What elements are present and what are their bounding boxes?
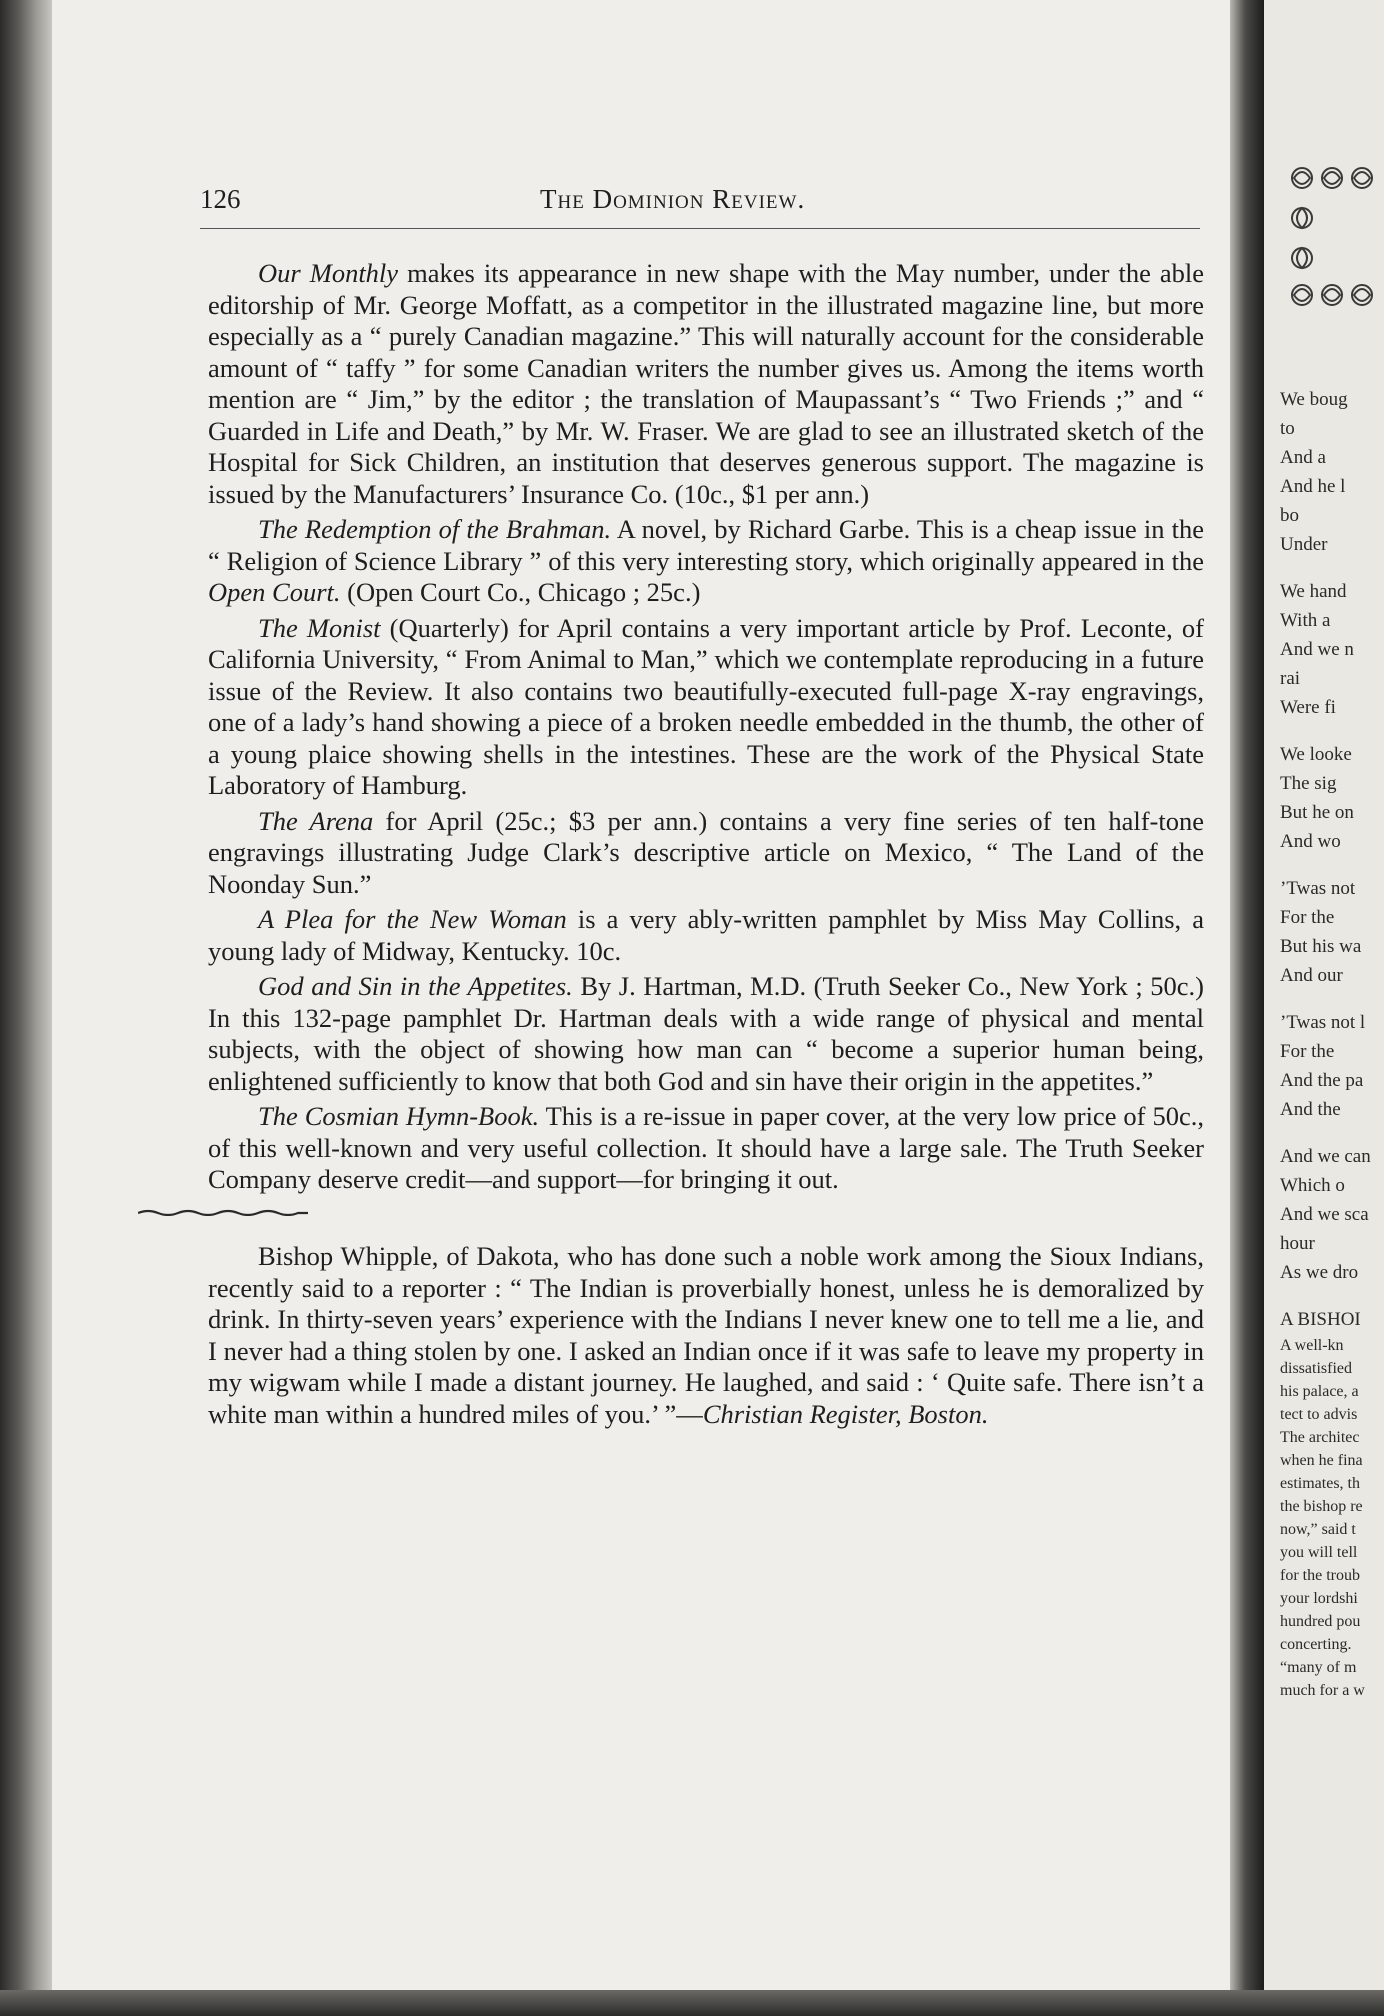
facing-poem-line: And we sca (1280, 1204, 1369, 1225)
facing-prose-line: the bishop re (1280, 1498, 1363, 1515)
review-text: A novel, by Richard Garbe. This is a cheap issue in the “ Religion of Science Library ” of this very interesting story, which originally appeared in the (208, 514, 1204, 576)
facing-prose-line: hundred pou (1280, 1613, 1361, 1630)
facing-prose-line: when he fina (1280, 1452, 1363, 1469)
facing-poem-line: And we n (1280, 639, 1354, 660)
facing-poem-line: For the (1280, 907, 1335, 928)
facing-prose-line: tect to advis (1280, 1406, 1358, 1423)
stanza-gap (1280, 722, 1384, 740)
page-header (200, 184, 1200, 224)
facing-prose-line: concerting. (1280, 1636, 1352, 1653)
review-text: is a very ably-written pamphlet by Miss May Collins, a young lady of Midway, Kentucky. 10c. (208, 904, 1204, 966)
stanza-gap (1280, 559, 1384, 577)
review-title: The Cosmian Hymn-Book. (258, 1101, 540, 1131)
facing-poem-line: For the (1280, 1041, 1335, 1062)
book-binding-left (0, 0, 52, 2016)
facing-poem-line: And our (1280, 965, 1343, 986)
review-text: This is a re-issue in paper cover, at the very low price of 50c., of this well-known and very useful collection. It should have a large sale. The Truth Seeker Company deserve credit—and support—for bringing it out. (208, 1101, 1204, 1194)
anecdote-paragraph (208, 1241, 1204, 1430)
review-text: makes its appearance in new shape with the May number, under the able editorship of Mr. George Moffatt, as a competitor in the illustrated magazine line, but more especially as a “ purely Canadian magazine.” This will naturally account for the considerable amount of “ taffy ” for some Canadian writers the number gives us. Among the items worth mention are “ Jim,” by the editor ; the translation of Maupassant’s “ Two Friends ;” and “ Guarded in Life and Death,” by Mr. W. Fraser. We are glad to see an illustrated sketch of the Hospital for Sick Children, an institution that deserves generous support. The magazine is issued by the Manufacturers’ Insurance Co. (10c., $1 per ann.) (208, 258, 1205, 509)
facing-poem-line: bo (1280, 505, 1299, 526)
facing-prose-line: you will tell (1280, 1544, 1358, 1561)
review-inline-title: Open Court. (208, 577, 341, 607)
header-rule (200, 228, 1200, 229)
main-text-column (208, 258, 1204, 1430)
facing-prose-line: dissatisfied (1280, 1360, 1352, 1377)
stanza-gap (1280, 1124, 1384, 1142)
facing-poem-line: And the (1280, 1099, 1341, 1120)
review-paragraph (208, 904, 1204, 967)
facing-poem-line: We looke (1280, 744, 1352, 765)
facing-poem-line: Which o (1280, 1175, 1345, 1196)
review-text: (Quarterly) for April contains a very important article by Prof. Leconte, of California University, “ From Animal to Man,” which we contemplate reproducing in a future issue of the Review. It also contains two beautifully-executed full-page X-ray engravings, one of a lady’s hand showing a piece of a broken needle embedded in the thumb, the other of a young plaice showing shells in the intestines. These are the work of the Physical State Laboratory of Hamburg. (208, 612, 1204, 800)
facing-poem-line: But his wa (1280, 936, 1362, 957)
facing-poem-line: rai (1280, 668, 1301, 689)
facing-poem-line: And wo (1280, 831, 1341, 852)
facing-prose-line: estimates, th (1280, 1475, 1360, 1492)
facing-poem-line: With a (1280, 610, 1331, 631)
facing-prose-line: much for a w (1280, 1682, 1365, 1699)
ornament-border-icon (1280, 160, 1384, 310)
running-head: The Dominion Review. (540, 184, 806, 214)
review-paragraph (208, 1101, 1204, 1196)
facing-poem-line: ’Twas not l (1280, 1012, 1366, 1033)
facing-prose-line: your lordshi (1280, 1590, 1358, 1607)
facing-poem-line: And the pa (1280, 1070, 1364, 1091)
facing-poem-line: But he on (1280, 802, 1354, 823)
review-paragraph (208, 613, 1204, 802)
facing-poem-line: And a (1280, 447, 1326, 468)
stanza-gap (1280, 990, 1384, 1008)
review-title: The Redemption of the Brahman. (258, 514, 612, 544)
review-title: Our Monthly (258, 258, 399, 288)
section-separator (138, 1208, 308, 1216)
facing-poem-line: Under (1280, 534, 1328, 555)
facing-poem-line: The sig (1280, 773, 1337, 794)
book-gutter (1230, 0, 1264, 2016)
facing-poem-line: ’Twas not (1280, 878, 1356, 899)
review-title: A Plea for the New Woman (258, 904, 567, 934)
facing-prose-line: for the troub (1280, 1567, 1360, 1584)
facing-page (1264, 0, 1384, 1995)
facing-prose-line: his palace, a (1280, 1383, 1359, 1400)
facing-prose-line: The architec (1280, 1429, 1360, 1446)
review-text: (Open Court Co., Chicago ; 25c.) (340, 577, 701, 607)
facing-poem-line: hour (1280, 1233, 1315, 1254)
review-paragraph (208, 258, 1204, 510)
anecdote-source: Christian Register, Boston. (702, 1398, 989, 1429)
review-text: By J. Hartman, M.D. (Truth Seeker Co., New York ; 50c.) In this 132-page pamphlet Dr. Hartman deals with a wide range of physical and mental subjects, with the object of showing how man can “ become a superior human being, enlightened sufficiently to know that both God and sin have their origin in the appetites.” (208, 971, 1204, 1096)
facing-poem-line: We boug (1280, 389, 1348, 410)
facing-prose-line: now,” said t (1280, 1521, 1356, 1538)
review-paragraph (208, 514, 1204, 609)
facing-poem-line: We hand (1280, 581, 1347, 602)
review-paragraph (208, 806, 1204, 901)
facing-poem-line: Were fi (1280, 697, 1336, 718)
facing-poem-line: And he l (1280, 476, 1346, 497)
review-text: for April (25c.; $3 per ann.) contains a very fine series of ten half-tone engravings illustrating Judge Clark’s descriptive article on Mexico, “ The Land of the Noonday Sun.” (208, 805, 1204, 899)
page-bottom-edge (0, 1990, 1384, 2016)
facing-poem-line: And we can (1280, 1146, 1371, 1167)
review-paragraph (208, 971, 1204, 1097)
facing-poem-line: As we dro (1280, 1262, 1359, 1283)
facing-poem-line: to (1280, 418, 1295, 439)
review-title: The Arena (258, 805, 374, 836)
facing-page-text (1280, 385, 1384, 1702)
page-number: 126 (200, 184, 241, 214)
facing-heading: A BISHOI (1280, 1309, 1361, 1330)
facing-prose-line: A well-kn (1280, 1337, 1344, 1354)
review-title: The Monist (258, 612, 381, 643)
stanza-gap (1280, 856, 1384, 874)
facing-prose-line: “many of m (1280, 1659, 1357, 1676)
review-title: God and Sin in the Appetites. (258, 971, 573, 1001)
anecdote-text: Bishop Whipple, of Dakota, who has done such a noble work among the Sioux Indians, recently said to a reporter : “ The Indian is proverbially honest, unless he is demoralized by drink. In thirty-seven years’ experience with the Indians I never knew one to tell me a lie, and I never had a thing stolen by one. I asked an Indian once if it was safe to leave my property in my wigwam while I made a distant journey. He laughed, and said : ‘ Quite safe. There isn’t a white man within a hundred miles of you.’ ”— (208, 1241, 1204, 1429)
